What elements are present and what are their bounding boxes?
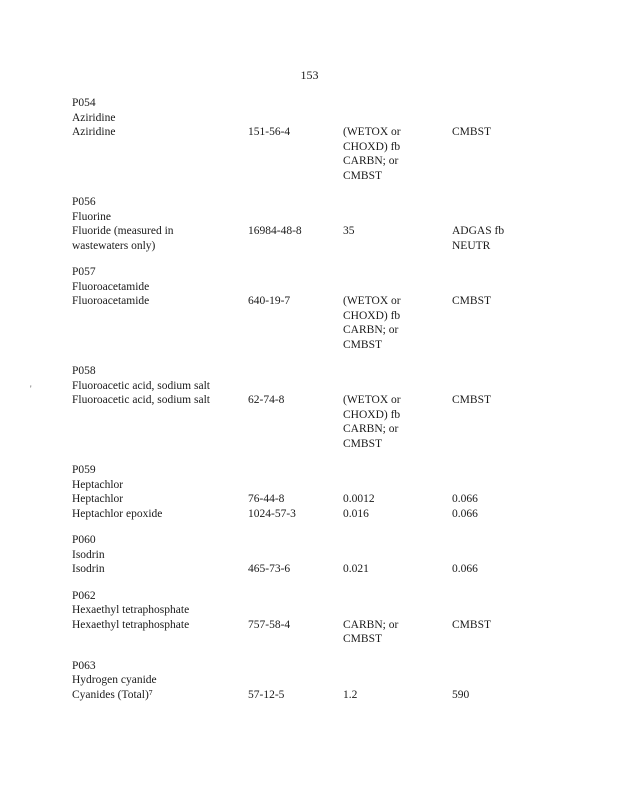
- wastewater-standard: 0.021: [343, 563, 369, 575]
- constituent-name: Fluoroacetic acid, sodium salt: [72, 394, 210, 406]
- waste-code: P063: [72, 659, 96, 672]
- cas-number: 465-73-6: [248, 563, 291, 575]
- nonwastewater-standard: 0.066: [452, 563, 478, 575]
- waste-name: Fluorine: [72, 210, 111, 223]
- waste-entry: [0, 533, 619, 577]
- waste-name: Aziridine: [72, 111, 116, 124]
- nonwastewater-standard: ADGAS fb: [452, 225, 505, 237]
- waste-code: P062: [72, 589, 96, 602]
- wastewater-standard: 0.016: [343, 507, 369, 520]
- waste-entry: [0, 364, 619, 451]
- wastewater-standard: CHOXD) fb: [343, 140, 401, 153]
- wastewater-standard: 35: [343, 225, 355, 237]
- wastewater-standard: 1.2: [343, 688, 358, 701]
- constituent-row: [0, 294, 619, 309]
- constituent-row: [0, 507, 619, 522]
- wastewater-standard: (WETOX or: [343, 126, 401, 138]
- nonwastewater-standard: CMBST: [452, 394, 491, 406]
- wastewater-standard: (WETOX or: [343, 394, 401, 406]
- waste-code: P056: [72, 196, 96, 208]
- wastewater-standard: CHOXD) fb: [343, 408, 401, 421]
- waste-code-list: [0, 96, 619, 714]
- cas-number: 151-56-4: [248, 126, 291, 138]
- waste-code: P058: [72, 365, 96, 377]
- waste-entry: [0, 96, 619, 183]
- waste-name: Fluoroacetic acid, sodium salt: [72, 379, 210, 392]
- constituent-name: Cyanides (Total)⁷: [72, 688, 153, 701]
- wastewater-standard: 0.0012: [343, 493, 375, 505]
- constituent-name: Heptachlor: [72, 493, 124, 505]
- constituent-row: [0, 562, 619, 577]
- nonwastewater-standard: 0.066: [452, 493, 478, 505]
- wastewater-standard: CARBN; or: [343, 618, 399, 631]
- constituent-row: [0, 422, 619, 437]
- constituent-row: [0, 492, 619, 507]
- constituent-name: wastewaters only): [72, 239, 156, 252]
- cas-number: 57-12-5: [248, 688, 285, 701]
- constituent-row: [0, 437, 619, 452]
- wastewater-standard: (WETOX or: [343, 295, 401, 307]
- constituent-row: [0, 323, 619, 338]
- constituent-name: Hexaethyl tetraphosphate: [72, 618, 190, 631]
- waste-name: Heptachlor: [72, 478, 124, 491]
- constituent-name: Fluoride (measured in: [72, 225, 174, 237]
- constituent-row: [0, 618, 619, 633]
- constituent-row: [0, 338, 619, 353]
- cas-number: 62-74-8: [248, 394, 285, 406]
- waste-code: P057: [72, 266, 96, 278]
- waste-entry: [0, 195, 619, 253]
- constituent-row: [0, 169, 619, 184]
- wastewater-standard: CMBST: [343, 437, 382, 450]
- waste-code: P060: [72, 534, 96, 546]
- wastewater-standard: CARBN; or: [343, 155, 399, 167]
- wastewater-standard: CMBST: [343, 633, 382, 645]
- cas-number: 76-44-8: [248, 493, 285, 505]
- constituent-row: [0, 154, 619, 169]
- cas-number: 640-19-7: [248, 295, 291, 307]
- waste-entry: [0, 265, 619, 352]
- nonwastewater-standard: CMBST: [452, 126, 491, 138]
- waste-entry: [0, 589, 619, 647]
- cas-number: 1024-57-3: [248, 507, 296, 520]
- stray-mark: ': [30, 384, 32, 394]
- wastewater-standard: CARBN; or: [343, 423, 399, 435]
- constituent-name: Heptachlor epoxide: [72, 507, 163, 520]
- constituent-row: [0, 688, 619, 703]
- waste-name: Hexaethyl tetraphosphate: [72, 604, 190, 616]
- constituent-row: [0, 408, 619, 423]
- nonwastewater-standard: NEUTR: [452, 239, 491, 252]
- waste-entry: [0, 659, 619, 703]
- wastewater-standard: CMBST: [343, 338, 382, 351]
- constituent-row: [0, 140, 619, 155]
- constituent-row: [0, 309, 619, 324]
- constituent-row: [0, 125, 619, 140]
- nonwastewater-standard: 590: [452, 688, 470, 701]
- constituent-row: [0, 239, 619, 254]
- waste-code: P059: [72, 464, 96, 476]
- cas-number: 16984-48-8: [248, 225, 302, 237]
- constituent-row: [0, 393, 619, 408]
- constituent-name: Fluoroacetamide: [72, 295, 150, 307]
- nonwastewater-standard: 0.066: [452, 507, 478, 520]
- waste-code: P054: [72, 97, 96, 109]
- waste-name: Hydrogen cyanide: [72, 674, 157, 686]
- wastewater-standard: CHOXD) fb: [343, 309, 401, 322]
- constituent-row: [0, 224, 619, 239]
- nonwastewater-standard: CMBST: [452, 295, 491, 307]
- waste-name: Fluoroacetamide: [72, 280, 150, 293]
- cas-number: 757-58-4: [248, 618, 291, 631]
- page-number: 153: [300, 68, 319, 82]
- constituent-row: [0, 632, 619, 647]
- wastewater-standard: CARBN; or: [343, 324, 399, 336]
- nonwastewater-standard: CMBST: [452, 618, 491, 631]
- constituent-name: Isodrin: [72, 563, 105, 575]
- waste-entry: [0, 463, 619, 521]
- constituent-name: Aziridine: [72, 126, 116, 138]
- waste-name: Isodrin: [72, 548, 105, 561]
- wastewater-standard: CMBST: [343, 169, 382, 182]
